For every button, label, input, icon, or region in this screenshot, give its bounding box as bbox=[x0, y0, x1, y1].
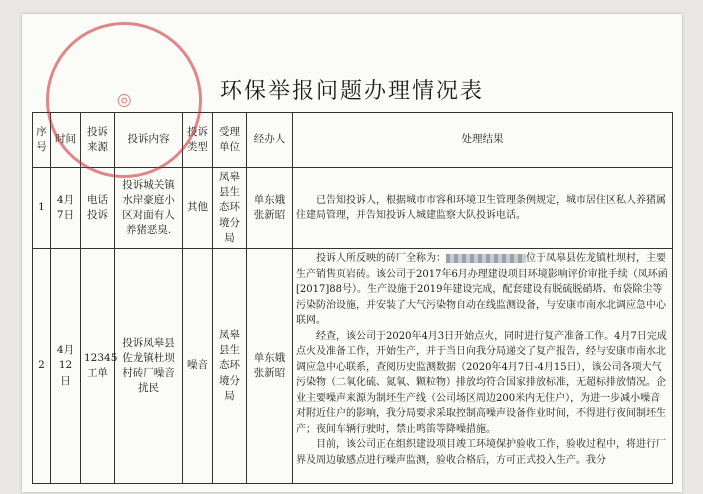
table-header-row bbox=[33, 113, 673, 168]
cell-content: 投诉城关镇水岸豪庭小区对面有人养猪恶臭. bbox=[115, 168, 183, 249]
header-result: 处理结果 bbox=[293, 113, 673, 168]
result-paragraph-2: 经查，该公司于2020年4月3日开始点火，同时进行复产准备工作。4月7日完成点火及准备工作，开始生产，并于当日向我分局递交了复产报告，经与安康市南水北调应急中心联系，查阅历史监测数据（2020年4月7日-4月15日），该公司各项大气污染物（二氧化硫、氮氧、颗粒物）排放均符合国家排放标准，无超标排放情况。企业主要噪声来源为制坯生产线（公司场区周边200米内无住户），为进一步减小噪音对附近住户的影响，我分局要求采取控制高噪声设备作业时间，不得进行夜间制坯生产；夜间车辆行驶时，禁止鸣笛等降噪措施。 bbox=[296, 330, 667, 435]
cell-handler: 单东娥张新昭 bbox=[247, 249, 293, 484]
cell-type: 噪音 bbox=[183, 249, 213, 484]
cell-time: 4月7日 bbox=[51, 168, 81, 249]
result-paragraph-3: 目前，该公司正在组织建设项目竣工环境保护验收工作，验收过程中，将进行厂界及周边敏感点进行噪声监测，验收合格后，方可正式投入生产。我分 bbox=[296, 439, 666, 466]
header-content: 投诉内容 bbox=[115, 113, 183, 168]
cell-unit: 凤皋县生态环境分局 bbox=[213, 168, 247, 249]
cell-unit: 凤皋县生态环境分局 bbox=[213, 249, 247, 484]
header-seq: 序号 bbox=[33, 113, 51, 168]
result-p1-rest: 位于凤皋县佐龙镇杜坝村，主要生产销售页岩砖。该公司于2017年6月办理建设项目环境影响评价审批手续（凤环函[2017]88号）。生产设施于2019年建设完成，配套建设有脱硫脱硝塔、布袋除尘等污染防治设施，并安装了大气污染物自动在线监测设备，与安康市南水北调应急中心联网。 bbox=[296, 253, 668, 327]
header-unit: 受理单位 bbox=[213, 113, 247, 168]
redaction-block bbox=[446, 254, 526, 263]
result-paragraph-1 bbox=[296, 251, 669, 329]
cell-handler: 单东娥张新昭 bbox=[247, 168, 293, 249]
result-prefix: 投诉人所反映的砖厂全称为： bbox=[316, 253, 446, 265]
complaint-table bbox=[32, 112, 673, 484]
cell-result bbox=[293, 249, 673, 484]
cell-type: 其他 bbox=[183, 168, 213, 249]
document-page bbox=[22, 14, 682, 492]
official-seal: ◎ bbox=[19, 0, 230, 205]
cell-content: 投诉凤皋县佐龙镇杜坝村砖厂噪音扰民 bbox=[115, 249, 183, 484]
result-text: 已告知投诉人，根据城市市容和环境卫生管理条例规定，城市居住区私人养猪属住建局管理，并告知投诉人城建监察大队投诉电话。 bbox=[296, 194, 666, 222]
cell-source: 电话投诉 bbox=[81, 168, 115, 249]
document-title: 环保举报问题办理情况表 bbox=[219, 79, 484, 104]
cell-source: 12345工单 bbox=[81, 249, 115, 484]
header-type: 投诉类型 bbox=[183, 113, 213, 168]
table-row bbox=[33, 168, 673, 249]
cell-seq: 1 bbox=[33, 168, 51, 249]
cell-seq: 2 bbox=[33, 249, 51, 484]
cell-result bbox=[293, 168, 673, 249]
table-row bbox=[33, 249, 673, 484]
cell-time: 4月12日 bbox=[51, 249, 81, 484]
header-source: 投诉来源 bbox=[81, 113, 115, 168]
header-time: 时间 bbox=[51, 113, 81, 168]
header-handler: 经办人 bbox=[247, 113, 293, 168]
